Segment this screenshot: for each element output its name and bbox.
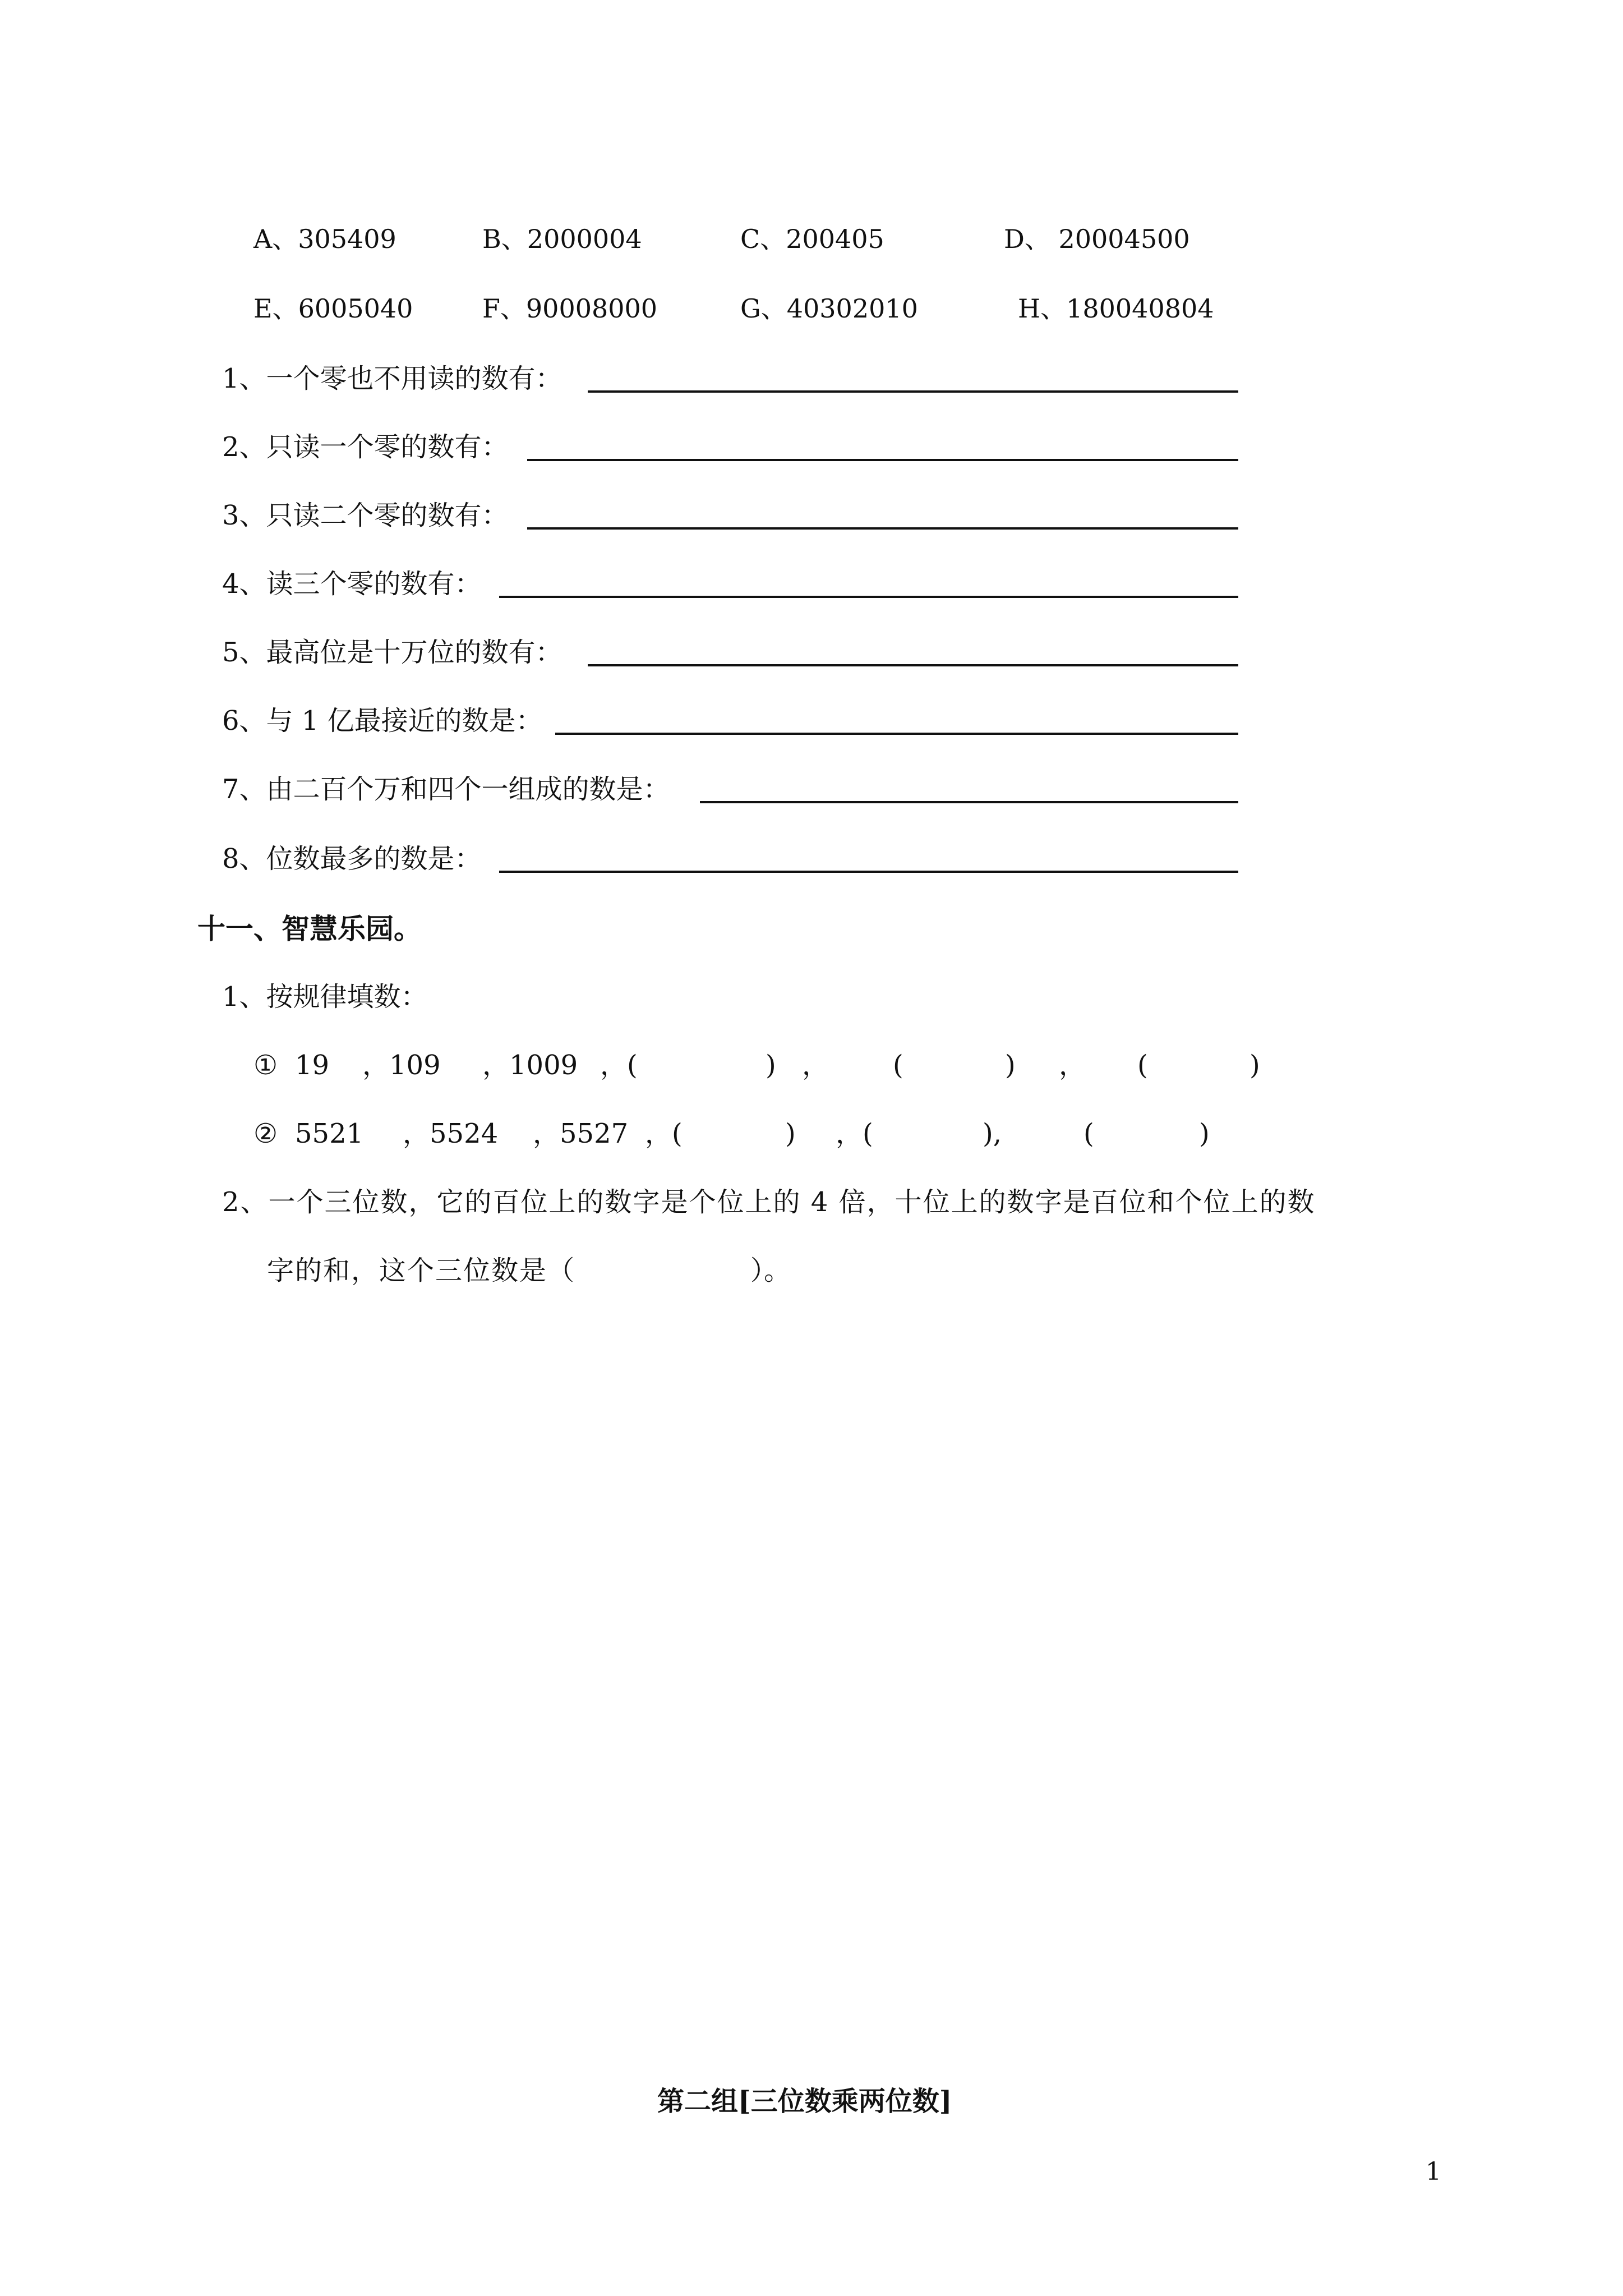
sequence-1-comma-2: ，: [1059, 1050, 1086, 1081]
answer-line-1[interactable]: [588, 390, 1238, 393]
answer-line-3[interactable]: [527, 527, 1238, 530]
option-c: C、200405: [740, 224, 884, 254]
answer-line-6[interactable]: [555, 733, 1238, 735]
sequence-2-term-1: 5521: [295, 1118, 364, 1149]
sequence-1-blank-1-close: ): [766, 1050, 776, 1081]
three-digit-question-line-1: 2、一个三位数，它的百位上的数字是个位上的 4 倍，十位上的数字是百位和个位上的数: [222, 1186, 1316, 1218]
answer-line-8[interactable]: [499, 871, 1238, 873]
sequence-2-blank-3-close: ): [1199, 1118, 1210, 1149]
sequence-2-term-2: ，5524: [403, 1118, 499, 1149]
question-2-text: 2、只读一个零的数有：: [222, 431, 509, 463]
sequence-1-blank-3-close: ): [1249, 1050, 1260, 1081]
option-e: E、6005040: [253, 293, 413, 324]
three-digit-question-line-2-end: ）。: [750, 1255, 791, 1286]
sequence-2-marker: ②: [253, 1118, 278, 1149]
sequence-1-term-3: ，1009: [482, 1050, 578, 1081]
option-a: A、305409: [253, 224, 396, 254]
sequence-1-blank-1-open[interactable]: ，(: [600, 1050, 638, 1081]
answer-line-2[interactable]: [527, 459, 1238, 461]
sequence-2-term-3: ，5527: [533, 1118, 629, 1149]
page-number: 1: [1426, 2157, 1441, 2186]
sequence-2-blank-1-open[interactable]: ，(: [645, 1118, 683, 1149]
sequence-1-blank-3-open[interactable]: (: [1137, 1050, 1148, 1081]
option-b: B、2000004: [482, 224, 642, 254]
answer-line-7[interactable]: [700, 801, 1238, 803]
sequence-2-blank-2-close: ),: [983, 1118, 1002, 1149]
section-title: 十一、智慧乐园。: [197, 912, 422, 945]
sequence-2-blank-2-open[interactable]: ，(: [836, 1118, 873, 1149]
sequence-1-blank-2-open[interactable]: (: [893, 1050, 903, 1081]
question-7-text: 7、由二百个万和四个一组成的数是：: [222, 774, 670, 805]
question-5-text: 5、最高位是十万位的数有：: [222, 637, 562, 668]
sequence-1-term-2: ，109: [362, 1050, 441, 1081]
three-digit-question-line-2: 字的和，这个三位数是（: [267, 1255, 576, 1286]
option-f: F、90008000: [482, 293, 658, 324]
question-4-text: 4、读三个零的数有：: [222, 568, 482, 600]
question-1-text: 1、一个零也不用读的数有：: [222, 363, 562, 394]
sequence-2-blank-1-close: ): [785, 1118, 796, 1149]
sequence-1-term-1: 19: [295, 1050, 330, 1081]
question-8-text: 8、位数最多的数是：: [222, 843, 482, 875]
answer-line-4[interactable]: [499, 596, 1238, 598]
option-h: H、180040804: [1018, 293, 1214, 324]
option-g: G、40302010: [740, 293, 918, 324]
option-d: D、 20004500: [1004, 224, 1190, 254]
sequence-question-label: 1、按规律填数：: [222, 981, 428, 1013]
sequence-1-marker: ①: [253, 1050, 278, 1081]
question-6-text: 6、与 1 亿最接近的数是：: [222, 705, 543, 737]
question-3-text: 3、只读二个零的数有：: [222, 500, 509, 531]
answer-line-5[interactable]: [588, 664, 1238, 666]
sequence-1-comma-1: ，: [802, 1050, 829, 1081]
sequence-1-blank-2-close: ): [1005, 1050, 1016, 1081]
next-section-title: 第二组[三位数乘两位数]: [657, 2086, 952, 2117]
sequence-2-blank-3-open[interactable]: (: [1083, 1118, 1094, 1149]
